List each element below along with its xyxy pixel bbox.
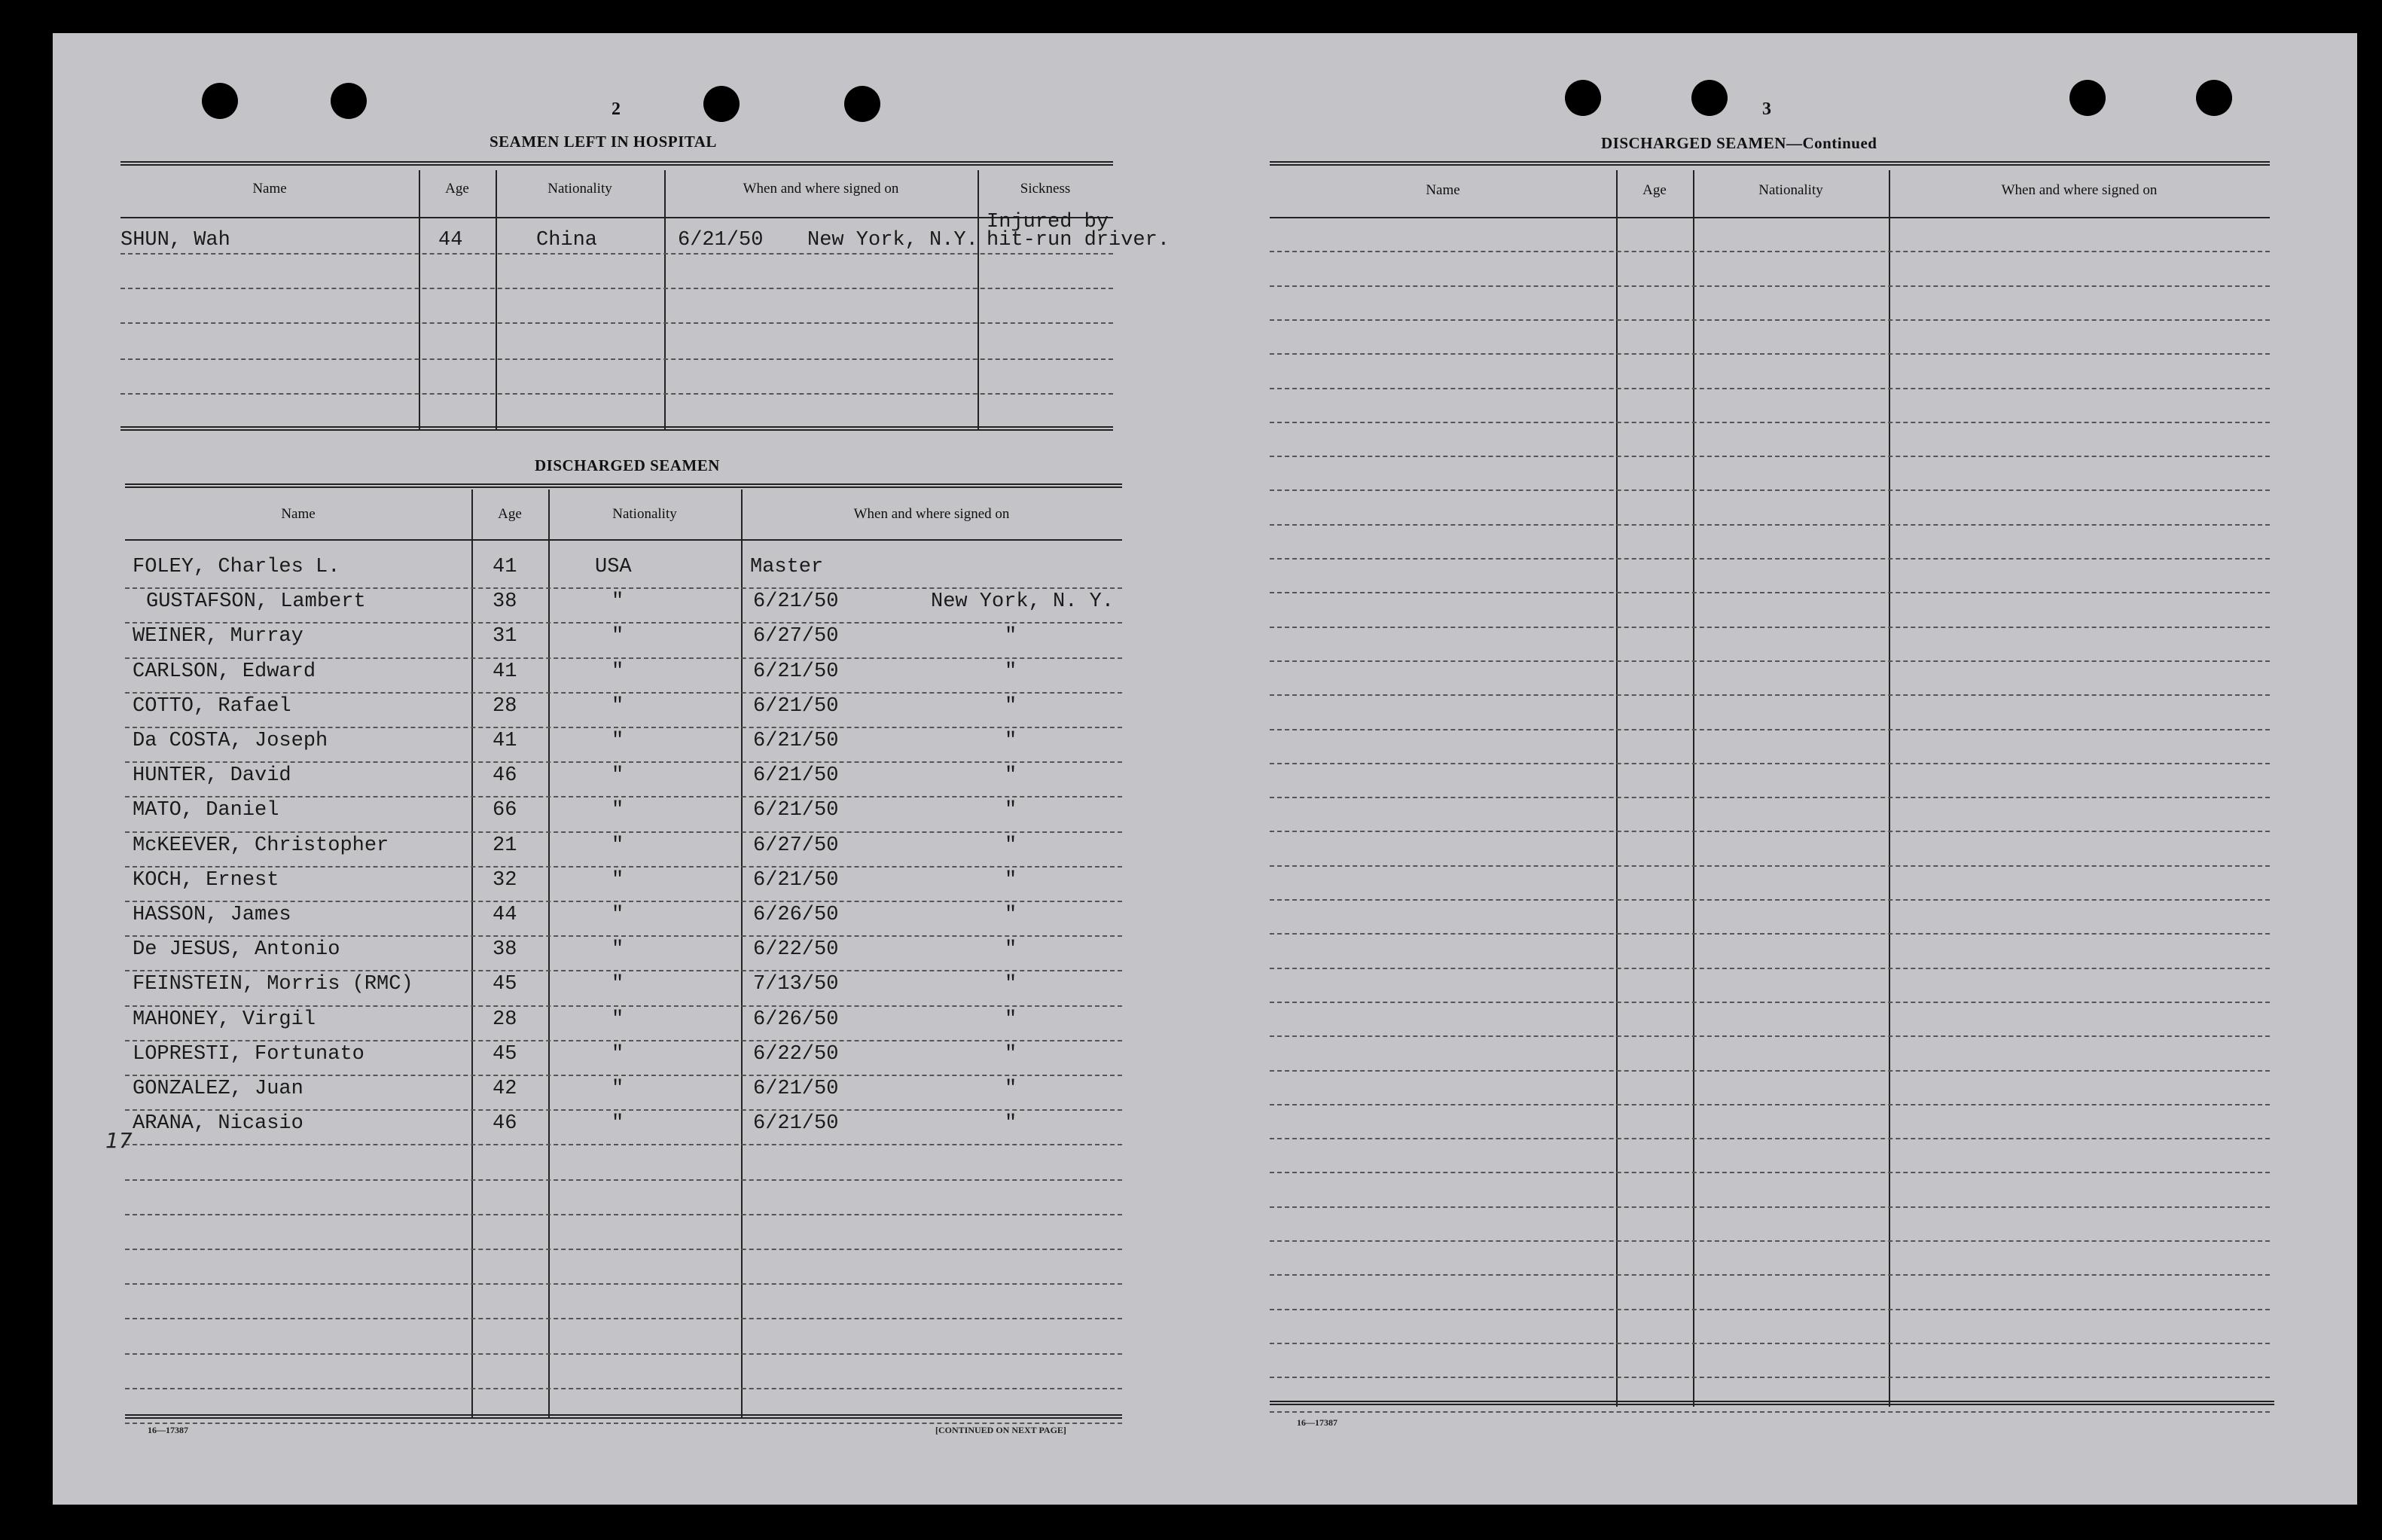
column-header: Nationality: [612, 506, 677, 522]
column-divider: [664, 170, 666, 431]
ditto-mark: ": [612, 834, 624, 857]
row-line: [125, 1353, 1122, 1355]
signed-on-date: 6/27/50: [753, 834, 839, 857]
ditto-mark: ": [612, 730, 624, 752]
table-top-rule: [125, 483, 1122, 488]
seaman-age: 31: [493, 625, 517, 648]
signed-on-date: 6/21/50: [753, 730, 839, 752]
row-line: [1270, 1274, 2270, 1276]
column-divider: [496, 170, 497, 431]
row-line: [1270, 831, 2270, 832]
seaman-age: 45: [493, 973, 517, 996]
ditto-mark: ": [1005, 764, 1017, 787]
row-line: [125, 1144, 1122, 1145]
seaman-nationality: China: [536, 229, 598, 252]
seaman-name: KOCH, Ernest: [133, 869, 279, 892]
seaman-age: 38: [493, 590, 517, 613]
seaman-age: 44: [438, 229, 463, 252]
discharged-section-title: DISCHARGED SEAMEN: [535, 456, 720, 474]
row-line: [125, 1179, 1122, 1181]
manifest-sheet: [53, 33, 2357, 1505]
seaman-name: WEINER, Murray: [133, 625, 303, 648]
row-line: [125, 1318, 1122, 1319]
signed-on-date: 6/26/50: [753, 1008, 839, 1031]
ditto-mark: ": [1005, 730, 1017, 752]
row-line: [125, 1109, 1122, 1111]
seaman-name: CARLSON, Edward: [133, 660, 316, 683]
row-line: [1270, 422, 2270, 423]
row-line: [1270, 456, 2270, 457]
ditto-mark: ": [612, 1008, 624, 1031]
seaman-age: 44: [493, 904, 517, 926]
row-line: [1270, 1377, 2270, 1378]
row-line: [125, 1423, 1122, 1424]
signed-on-place: New York, N.Y.: [807, 229, 978, 252]
punch-hole: [703, 86, 740, 122]
row-line: [1270, 1138, 2270, 1139]
row-line: [1270, 251, 2270, 252]
row-line: [120, 358, 1113, 360]
row-line: [125, 1249, 1122, 1250]
signed-on-date: 6/21/50: [753, 695, 839, 718]
header-rule: [120, 217, 1113, 218]
seaman-nationality: USA: [595, 556, 632, 578]
row-line: [1270, 1240, 2270, 1242]
signed-on-date: Master: [750, 556, 824, 578]
signed-on-date: 6/22/50: [753, 938, 839, 961]
seaman-age: 45: [493, 1043, 517, 1066]
handwritten-count: 17: [105, 1128, 133, 1153]
column-header: Name: [281, 506, 316, 522]
table-top-rule: [1270, 161, 2270, 166]
seaman-name: McKEEVER, Christopher: [133, 834, 389, 857]
seaman-age: 38: [493, 938, 517, 961]
row-line: [1270, 968, 2270, 969]
column-divider: [419, 170, 420, 431]
seaman-name: Da COSTA, Joseph: [133, 730, 328, 752]
row-line: [125, 727, 1122, 728]
page-number: 2: [612, 99, 621, 119]
row-line: [120, 253, 1113, 255]
seaman-name: HASSON, James: [133, 904, 291, 926]
row-line: [1270, 353, 2270, 355]
row-line: [1270, 933, 2270, 935]
ditto-mark: ": [1005, 938, 1017, 961]
row-line: [1270, 558, 2270, 560]
signed-on-date: 6/21/50: [753, 764, 839, 787]
punch-hole: [1691, 80, 1728, 116]
punch-hole: [331, 83, 367, 119]
ditto-mark: ": [612, 660, 624, 683]
row-line: [1270, 489, 2270, 491]
row-line: [125, 657, 1122, 659]
seaman-name: HUNTER, David: [133, 764, 291, 787]
row-line: [1270, 1206, 2270, 1208]
column-header: Age: [1642, 182, 1667, 198]
seaman-age: 46: [493, 764, 517, 787]
ditto-mark: ": [1005, 799, 1017, 822]
ditto-mark: ": [612, 904, 624, 926]
discharged-continued-title: DISCHARGED SEAMEN—Continued: [1601, 134, 1877, 152]
row-line: [125, 1388, 1122, 1389]
signed-on-date: 6/22/50: [753, 1043, 839, 1066]
row-line: [1270, 1104, 2270, 1105]
row-line: [125, 622, 1122, 624]
table-bottom-rule: [1270, 1401, 2274, 1405]
column-header: Nationality: [1758, 182, 1823, 198]
row-line: [1270, 319, 2270, 321]
column-header: Nationality: [547, 181, 612, 197]
row-line: [1270, 285, 2270, 287]
signed-on-date: 6/26/50: [753, 904, 839, 926]
row-line: [1270, 592, 2270, 593]
signed-on-date: 6/21/50: [753, 660, 839, 683]
column-header: Age: [445, 181, 469, 197]
row-line: [1270, 524, 2270, 526]
seaman-name: GONZALEZ, Juan: [133, 1078, 303, 1100]
row-line: [125, 970, 1122, 971]
signed-on-date: 6/21/50: [753, 799, 839, 822]
continued-note: [CONTINUED ON NEXT PAGE]: [935, 1425, 1066, 1435]
ditto-mark: ": [612, 625, 624, 648]
signed-on-date: 7/13/50: [753, 973, 839, 996]
seaman-name: COTTO, Rafael: [133, 695, 291, 718]
ditto-mark: ": [612, 590, 624, 613]
table-bottom-rule: [125, 1414, 1122, 1419]
row-line: [1270, 694, 2270, 696]
row-line: [125, 1283, 1122, 1285]
ditto-mark: ": [1005, 1008, 1017, 1031]
ditto-mark: ": [1005, 1112, 1017, 1135]
ditto-mark: ": [1005, 1078, 1017, 1100]
row-line: [125, 796, 1122, 797]
row-line: [1270, 899, 2270, 901]
row-line: [125, 587, 1122, 589]
row-line: [125, 1040, 1122, 1041]
column-header: When and where signed on: [2001, 182, 2158, 198]
row-line: [125, 1075, 1122, 1076]
row-line: [1270, 797, 2270, 798]
seaman-name: ARANA, Nicasio: [133, 1112, 303, 1135]
column-header: When and where signed on: [743, 181, 899, 197]
form-number: 16—17387: [1297, 1417, 1337, 1428]
seaman-name: GUSTAFSON, Lambert: [146, 590, 366, 613]
column-divider: [1616, 170, 1618, 1407]
sickness-line-1: Injured by: [987, 211, 1109, 233]
row-line: [1270, 865, 2270, 867]
ditto-mark: ": [612, 1043, 624, 1066]
row-line: [1270, 1343, 2270, 1344]
row-line: [1270, 388, 2270, 389]
column-divider: [1889, 170, 1890, 1407]
column-header: When and where signed on: [853, 506, 1010, 522]
header-rule: [1270, 217, 2270, 218]
ditto-mark: ": [612, 799, 624, 822]
ditto-mark: ": [1005, 904, 1017, 926]
ditto-mark: ": [1005, 625, 1017, 648]
punch-hole: [2069, 80, 2106, 116]
ditto-mark: ": [1005, 973, 1017, 996]
row-line: [125, 901, 1122, 902]
seaman-age: 28: [493, 1008, 517, 1031]
seaman-age: 41: [493, 730, 517, 752]
ditto-mark: ": [1005, 1043, 1017, 1066]
seaman-age: 41: [493, 556, 517, 578]
seaman-age: 32: [493, 869, 517, 892]
row-line: [120, 322, 1113, 324]
seaman-name: FEINSTEIN, Morris (RMC): [133, 973, 413, 996]
signed-on-date: 6/21/50: [753, 1112, 839, 1135]
hospital-section-title: SEAMEN LEFT IN HOSPITAL: [490, 133, 717, 151]
seaman-name: De JESUS, Antonio: [133, 938, 340, 961]
seaman-name: FOLEY, Charles L.: [133, 556, 340, 578]
row-line: [125, 692, 1122, 694]
punch-hole: [1565, 80, 1601, 116]
row-line: [1270, 1070, 2270, 1072]
punch-hole: [844, 86, 880, 122]
header-rule: [125, 539, 1122, 541]
row-line: [1270, 660, 2270, 662]
column-header: Name: [1426, 182, 1460, 198]
row-line: [1270, 1309, 2270, 1310]
table-top-rule: [120, 161, 1113, 166]
row-line: [1270, 627, 2270, 628]
ditto-mark: ": [1005, 660, 1017, 683]
column-divider: [1693, 170, 1694, 1407]
page-number: 3: [1762, 99, 1771, 119]
seaman-name: LOPRESTI, Fortunato: [133, 1043, 364, 1066]
column-header: Sickness: [1020, 181, 1071, 197]
row-line: [125, 831, 1122, 833]
column-header: Age: [498, 506, 522, 522]
seaman-age: 46: [493, 1112, 517, 1135]
row-line: [125, 1214, 1122, 1215]
column-divider: [978, 170, 979, 431]
row-line: [125, 761, 1122, 763]
ditto-mark: ": [1005, 695, 1017, 718]
row-line: [1270, 1172, 2270, 1173]
row-line: [125, 1005, 1122, 1007]
row-line: [125, 866, 1122, 868]
column-divider: [548, 489, 550, 1417]
ditto-mark: ": [612, 938, 624, 961]
seaman-age: 28: [493, 695, 517, 718]
signed-on-date: 6/21/50: [753, 869, 839, 892]
row-line: [1270, 729, 2270, 730]
column-divider: [741, 489, 743, 1417]
signed-on-date: 6/21/50: [753, 590, 839, 613]
row-line: [120, 393, 1113, 395]
ditto-mark: ": [612, 1112, 624, 1135]
row-line: [120, 288, 1113, 289]
row-line: [125, 935, 1122, 937]
ditto-mark: ": [612, 1078, 624, 1100]
seaman-age: 42: [493, 1078, 517, 1100]
signed-on-date: 6/21/50: [753, 1078, 839, 1100]
row-line: [1270, 1411, 2270, 1413]
ditto-mark: ": [612, 869, 624, 892]
ditto-mark: ": [1005, 869, 1017, 892]
column-header: Name: [252, 181, 287, 197]
punch-hole: [2196, 80, 2232, 116]
column-divider: [471, 489, 473, 1417]
signed-on-date: 6/21/50: [678, 229, 764, 252]
form-number: 16—17387: [148, 1425, 188, 1435]
ditto-mark: ": [1005, 834, 1017, 857]
ditto-mark: ": [612, 973, 624, 996]
seaman-age: 66: [493, 799, 517, 822]
punch-hole: [202, 83, 238, 119]
seaman-name: SHUN, Wah: [120, 229, 230, 252]
ditto-mark: ": [612, 764, 624, 787]
signed-on-date: 6/27/50: [753, 625, 839, 648]
seaman-name: MATO, Daniel: [133, 799, 279, 822]
seaman-age: 41: [493, 660, 517, 683]
ditto-mark: ": [612, 695, 624, 718]
row-line: [1270, 1035, 2270, 1037]
seaman-name: MAHONEY, Virgil: [133, 1008, 316, 1031]
sickness-line-2: hit-run driver.: [987, 229, 1170, 252]
row-line: [1270, 1002, 2270, 1003]
table-bottom-rule: [120, 426, 1113, 431]
row-line: [1270, 763, 2270, 764]
seaman-age: 21: [493, 834, 517, 857]
signed-on-place: New York, N. Y.: [931, 590, 1115, 613]
